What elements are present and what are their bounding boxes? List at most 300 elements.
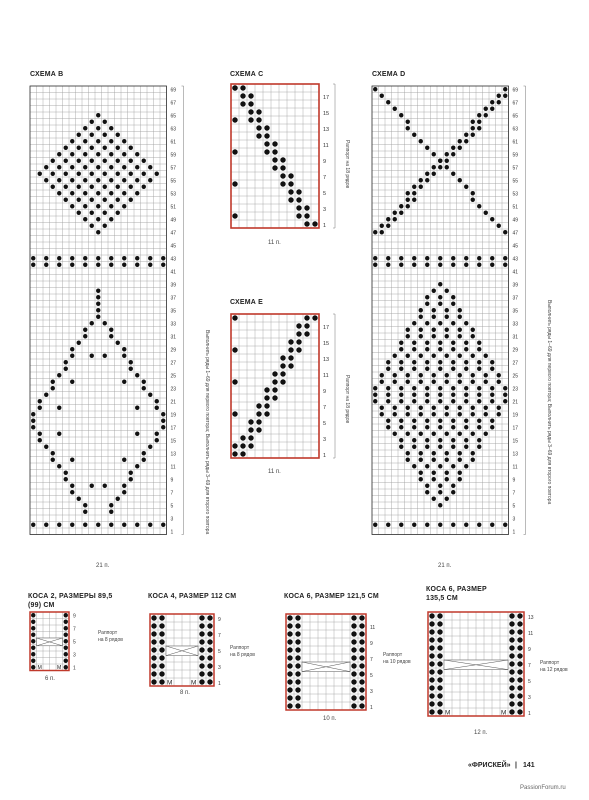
stitch-dot bbox=[445, 334, 449, 338]
stitch-dot bbox=[509, 653, 514, 658]
row-number: 25 bbox=[170, 373, 177, 380]
stitch-dot bbox=[437, 709, 442, 714]
stitch-dot bbox=[232, 443, 237, 448]
stitch-dot bbox=[44, 263, 48, 267]
stitch-dot bbox=[386, 217, 390, 221]
stitch-dot bbox=[399, 419, 403, 423]
stitch-dot bbox=[393, 432, 397, 436]
cable-2-width-label: 6 п. bbox=[45, 676, 55, 682]
cable-4-width-label: 8 п. bbox=[180, 690, 190, 696]
stitch-dot bbox=[437, 693, 442, 698]
stitch-dot bbox=[256, 133, 261, 138]
stitch-dot bbox=[464, 523, 468, 527]
stitch-dot bbox=[83, 510, 87, 514]
stitch-dot bbox=[399, 360, 403, 364]
stitch-dot bbox=[437, 629, 442, 634]
stitch-dot bbox=[64, 626, 68, 630]
stitch-dot bbox=[287, 703, 292, 708]
stitch-dot bbox=[287, 663, 292, 668]
stitch-dot bbox=[425, 386, 429, 390]
stitch-dot bbox=[451, 263, 455, 267]
stitch-dot bbox=[412, 399, 416, 403]
stitch-dot bbox=[503, 523, 507, 527]
stitch-dot bbox=[155, 406, 159, 410]
stitch-dot bbox=[148, 256, 152, 260]
stitch-dot bbox=[471, 126, 475, 130]
stitch-dot bbox=[57, 373, 61, 377]
stitch-dot bbox=[425, 295, 429, 299]
stitch-dot bbox=[70, 191, 74, 195]
stitch-dot bbox=[380, 94, 384, 98]
stitch-dot bbox=[116, 211, 120, 215]
stitch-dot bbox=[490, 256, 494, 260]
stitch-dot bbox=[51, 451, 55, 455]
stitch-dot bbox=[70, 165, 74, 169]
stitch-dot bbox=[304, 315, 309, 320]
stitch-dot bbox=[70, 484, 74, 488]
stitch-dot bbox=[64, 185, 68, 189]
stitch-dot bbox=[57, 432, 61, 436]
stitch-dot bbox=[96, 126, 100, 130]
stitch-dot bbox=[497, 406, 501, 410]
stitch-dot bbox=[295, 615, 300, 620]
stitch-dot bbox=[83, 178, 87, 182]
stitch-dot bbox=[458, 373, 462, 377]
stitch-dot bbox=[464, 386, 468, 390]
stitch-dot bbox=[425, 178, 429, 182]
stitch-dot bbox=[490, 386, 494, 390]
cable-4-repeat-note-2: на 8 рядов bbox=[230, 652, 255, 658]
stitch-dot bbox=[438, 503, 442, 507]
stitch-dot bbox=[199, 647, 204, 652]
stitch-dot bbox=[96, 263, 100, 267]
stitch-dot bbox=[142, 380, 146, 384]
stitch-dot bbox=[437, 677, 442, 682]
stitch-dot bbox=[159, 615, 164, 620]
stitch-dot bbox=[380, 373, 384, 377]
stitch-dot bbox=[373, 523, 377, 527]
stitch-dot bbox=[432, 471, 436, 475]
stitch-dot bbox=[438, 159, 442, 163]
stitch-dot bbox=[151, 671, 156, 676]
row-number: 59 bbox=[512, 152, 519, 159]
stitch-dot bbox=[517, 693, 522, 698]
row-number: 7 bbox=[370, 656, 373, 663]
stitch-dot bbox=[432, 308, 436, 312]
stitch-dot bbox=[96, 523, 100, 527]
stitch-dot bbox=[490, 107, 494, 111]
stitch-dot bbox=[287, 647, 292, 652]
stitch-dot bbox=[51, 380, 55, 384]
stitch-dot bbox=[151, 655, 156, 660]
stitch-dot bbox=[445, 373, 449, 377]
stitch-dot bbox=[490, 263, 494, 267]
stitch-dot bbox=[412, 445, 416, 449]
stitch-dot bbox=[155, 399, 159, 403]
stitch-dot bbox=[497, 224, 501, 228]
stitch-dot bbox=[295, 671, 300, 676]
stitch-dot bbox=[264, 125, 269, 130]
stitch-dot bbox=[406, 191, 410, 195]
stitch-dot bbox=[425, 341, 429, 345]
stitch-dot bbox=[77, 211, 81, 215]
stitch-dot bbox=[412, 133, 416, 137]
stitch-dot bbox=[151, 615, 156, 620]
stitch-dot bbox=[296, 205, 301, 210]
stitch-dot bbox=[464, 367, 468, 371]
stitch-dot bbox=[425, 146, 429, 150]
stitch-dot bbox=[129, 159, 133, 163]
stitch-dot bbox=[135, 191, 139, 195]
stitch-dot bbox=[31, 523, 35, 527]
stitch-dot bbox=[109, 178, 113, 182]
stitch-dot bbox=[438, 165, 442, 169]
stitch-dot bbox=[458, 412, 462, 416]
row-number: 3 bbox=[323, 206, 327, 213]
row-number: 31 bbox=[512, 334, 519, 341]
stitch-dot bbox=[90, 211, 94, 215]
row-number: 65 bbox=[512, 113, 519, 120]
stitch-dot bbox=[248, 419, 253, 424]
stitch-dot bbox=[77, 172, 81, 176]
stitch-dot bbox=[386, 256, 390, 260]
stitch-dot bbox=[159, 631, 164, 636]
stitch-dot bbox=[51, 458, 55, 462]
stitch-dot bbox=[44, 165, 48, 169]
stitch-dot bbox=[406, 204, 410, 208]
stitch-dot bbox=[419, 315, 423, 319]
stitch-dot bbox=[31, 659, 35, 663]
stitch-dot bbox=[477, 438, 481, 442]
stitch-dot bbox=[419, 328, 423, 332]
stitch-dot bbox=[116, 198, 120, 202]
stitch-dot bbox=[419, 373, 423, 377]
stitch-dot bbox=[471, 198, 475, 202]
stitch-dot bbox=[90, 321, 94, 325]
row-number: 5 bbox=[218, 648, 221, 655]
row-number: 45 bbox=[512, 243, 519, 250]
row-number: 47 bbox=[512, 230, 519, 237]
m1-stitch: M bbox=[191, 679, 197, 687]
stitch-dot bbox=[122, 165, 126, 169]
stitch-dot bbox=[373, 386, 377, 390]
stitch-dot bbox=[38, 406, 42, 410]
stitch-dot bbox=[503, 94, 507, 98]
stitch-dot bbox=[129, 146, 133, 150]
stitch-dot bbox=[490, 425, 494, 429]
row-number: 63 bbox=[170, 126, 177, 133]
stitch-dot bbox=[464, 399, 468, 403]
stitch-dot bbox=[96, 295, 100, 299]
stitch-dot bbox=[451, 464, 455, 468]
stitch-dot bbox=[51, 386, 55, 390]
stitch-dot bbox=[109, 263, 113, 267]
stitch-dot bbox=[464, 139, 468, 143]
row-number: 29 bbox=[170, 347, 177, 354]
scheme-e-width-label: 11 п. bbox=[268, 469, 281, 475]
stitch-dot bbox=[96, 178, 100, 182]
row-number: 17 bbox=[323, 94, 330, 101]
row-number: 9 bbox=[512, 477, 516, 484]
stitch-dot bbox=[419, 477, 423, 481]
stitch-dot bbox=[471, 120, 475, 124]
stitch-dot bbox=[429, 669, 434, 674]
row-number: 5 bbox=[370, 672, 373, 679]
stitch-dot bbox=[103, 133, 107, 137]
stitch-dot bbox=[280, 173, 285, 178]
stitch-dot bbox=[295, 639, 300, 644]
stitch-dot bbox=[90, 133, 94, 137]
stitch-dot bbox=[373, 230, 377, 234]
row-number: 51 bbox=[512, 204, 519, 211]
stitch-dot bbox=[280, 363, 285, 368]
stitch-dot bbox=[103, 211, 107, 215]
row-number: 9 bbox=[323, 388, 327, 395]
stitch-dot bbox=[432, 451, 436, 455]
stitch-dot bbox=[31, 633, 35, 637]
stitch-dot bbox=[509, 669, 514, 674]
stitch-dot bbox=[471, 354, 475, 358]
stitch-dot bbox=[373, 399, 377, 403]
cable-4-repeat-note: Раппорт bbox=[230, 645, 250, 651]
row-number: 17 bbox=[170, 425, 177, 432]
row-number: 65 bbox=[170, 113, 177, 120]
row-number: 61 bbox=[170, 139, 177, 146]
stitch-dot bbox=[451, 438, 455, 442]
stitch-dot bbox=[471, 380, 475, 384]
stitch-dot bbox=[77, 146, 81, 150]
stitch-dot bbox=[451, 393, 455, 397]
row-number: 41 bbox=[170, 269, 177, 276]
stitch-dot bbox=[38, 172, 42, 176]
stitch-dot bbox=[359, 631, 364, 636]
stitch-dot bbox=[64, 613, 68, 617]
stitch-dot bbox=[90, 172, 94, 176]
row-number: 11 bbox=[170, 464, 176, 471]
stitch-dot bbox=[287, 687, 292, 692]
stitch-dot bbox=[386, 425, 390, 429]
stitch-dot bbox=[351, 615, 356, 620]
stitch-dot bbox=[445, 354, 449, 358]
stitch-dot bbox=[31, 646, 35, 650]
stitch-dot bbox=[148, 523, 152, 527]
row-number: 63 bbox=[512, 126, 519, 133]
stitch-dot bbox=[248, 93, 253, 98]
stitch-dot bbox=[199, 671, 204, 676]
stitch-dot bbox=[116, 146, 120, 150]
scheme-e-repeat-note: Раппорт на 18 рядов bbox=[344, 375, 350, 424]
row-number: 3 bbox=[73, 652, 76, 659]
row-number: 35 bbox=[170, 308, 177, 315]
stitch-dot bbox=[109, 152, 113, 156]
cable-2-title: КОСА 2, РАЗМЕРЫ 89,5 bbox=[28, 593, 113, 600]
stitch-dot bbox=[51, 185, 55, 189]
stitch-dot bbox=[103, 321, 107, 325]
stitch-dot bbox=[432, 165, 436, 169]
row-number: 9 bbox=[528, 646, 531, 653]
stitch-dot bbox=[207, 663, 212, 668]
stitch-dot bbox=[109, 256, 113, 260]
stitch-dot bbox=[240, 85, 245, 90]
stitch-dot bbox=[451, 347, 455, 351]
row-number: 11 bbox=[323, 372, 329, 379]
stitch-dot bbox=[438, 425, 442, 429]
stitch-dot bbox=[77, 133, 81, 137]
stitch-dot bbox=[386, 523, 390, 527]
stitch-dot bbox=[148, 165, 152, 169]
stitch-dot bbox=[438, 523, 442, 527]
stitch-dot bbox=[232, 117, 237, 122]
stitch-dot bbox=[497, 412, 501, 416]
stitch-dot bbox=[412, 191, 416, 195]
row-number: 37 bbox=[512, 295, 519, 302]
stitch-dot bbox=[445, 458, 449, 462]
stitch-dot bbox=[90, 159, 94, 163]
stitch-dot bbox=[490, 367, 494, 371]
stitch-dot bbox=[458, 308, 462, 312]
stitch-dot bbox=[393, 406, 397, 410]
stitch-dot bbox=[122, 458, 126, 462]
stitch-dot bbox=[232, 149, 237, 154]
stitch-dot bbox=[296, 339, 301, 344]
stitch-dot bbox=[295, 623, 300, 628]
stitch-dot bbox=[464, 256, 468, 260]
stitch-dot bbox=[393, 412, 397, 416]
stitch-dot bbox=[429, 709, 434, 714]
stitch-dot bbox=[288, 363, 293, 368]
stitch-dot bbox=[109, 334, 113, 338]
stitch-dot bbox=[412, 341, 416, 345]
stitch-dot bbox=[272, 371, 277, 376]
stitch-dot bbox=[429, 613, 434, 618]
cable-2-chart bbox=[28, 610, 88, 672]
stitch-dot bbox=[256, 427, 261, 432]
row-number: 27 bbox=[170, 360, 177, 367]
stitch-dot bbox=[232, 411, 237, 416]
stitch-dot bbox=[207, 671, 212, 676]
stitch-dot bbox=[451, 399, 455, 403]
stitch-dot bbox=[129, 367, 133, 371]
stitch-dot bbox=[451, 386, 455, 390]
stitch-dot bbox=[425, 172, 429, 176]
stitch-dot bbox=[445, 328, 449, 332]
stitch-dot bbox=[393, 107, 397, 111]
row-number: 5 bbox=[73, 639, 76, 646]
row-number: 17 bbox=[323, 324, 330, 331]
stitch-dot bbox=[458, 315, 462, 319]
stitch-dot bbox=[51, 172, 55, 176]
stitch-dot bbox=[425, 347, 429, 351]
stitch-dot bbox=[484, 354, 488, 358]
stitch-dot bbox=[280, 379, 285, 384]
stitch-dot bbox=[386, 263, 390, 267]
stitch-dot bbox=[103, 159, 107, 163]
stitch-dot bbox=[432, 172, 436, 176]
scheme-c-title: СХЕМА C bbox=[230, 71, 264, 78]
stitch-dot bbox=[490, 100, 494, 104]
stitch-dot bbox=[96, 289, 100, 293]
stitch-dot bbox=[419, 380, 423, 384]
row-number: 55 bbox=[512, 178, 519, 185]
stitch-dot bbox=[77, 198, 81, 202]
stitch-dot bbox=[264, 387, 269, 392]
stitch-dot bbox=[83, 152, 87, 156]
stitch-dot bbox=[70, 458, 74, 462]
stitch-dot bbox=[445, 412, 449, 416]
stitch-dot bbox=[295, 663, 300, 668]
stitch-dot bbox=[451, 256, 455, 260]
stitch-dot bbox=[464, 464, 468, 468]
row-number: 23 bbox=[512, 386, 519, 393]
stitch-dot bbox=[406, 126, 410, 130]
stitch-dot bbox=[458, 477, 462, 481]
stitch-dot bbox=[490, 399, 494, 403]
stitch-dot bbox=[44, 445, 48, 449]
stitch-dot bbox=[351, 639, 356, 644]
cable-6-chart bbox=[284, 612, 376, 716]
cable-6b-chart bbox=[426, 610, 536, 730]
row-number: 9 bbox=[170, 477, 174, 484]
stitch-dot bbox=[38, 432, 42, 436]
stitch-dot bbox=[412, 360, 416, 364]
stitch-dot bbox=[148, 445, 152, 449]
row-number: 69 bbox=[170, 87, 177, 94]
stitch-dot bbox=[399, 445, 403, 449]
cable-4-title: КОСА 4, РАЗМЕР 112 СМ bbox=[148, 593, 237, 600]
stitch-dot bbox=[199, 639, 204, 644]
stitch-dot bbox=[399, 425, 403, 429]
stitch-dot bbox=[429, 685, 434, 690]
stitch-dot bbox=[464, 445, 468, 449]
stitch-dot bbox=[451, 367, 455, 371]
stitch-dot bbox=[280, 355, 285, 360]
stitch-dot bbox=[451, 146, 455, 150]
stitch-dot bbox=[90, 224, 94, 228]
stitch-dot bbox=[437, 701, 442, 706]
scheme-b-width-label: 21 п. bbox=[96, 563, 110, 569]
stitch-dot bbox=[109, 510, 113, 514]
stitch-dot bbox=[31, 263, 35, 267]
stitch-dot bbox=[264, 149, 269, 154]
row-number: 39 bbox=[170, 282, 177, 289]
row-number: 33 bbox=[170, 321, 177, 328]
stitch-dot bbox=[248, 117, 253, 122]
stitch-dot bbox=[509, 645, 514, 650]
stitch-dot bbox=[380, 412, 384, 416]
stitch-dot bbox=[399, 211, 403, 215]
stitch-dot bbox=[490, 419, 494, 423]
row-number: 13 bbox=[512, 451, 519, 458]
stitch-dot bbox=[393, 354, 397, 358]
stitch-dot bbox=[287, 615, 292, 620]
stitch-dot bbox=[490, 393, 494, 397]
stitch-dot bbox=[464, 393, 468, 397]
stitch-dot bbox=[351, 631, 356, 636]
stitch-dot bbox=[57, 523, 61, 527]
scheme-b-chart bbox=[28, 80, 213, 560]
stitch-dot bbox=[232, 347, 237, 352]
stitch-dot bbox=[256, 117, 261, 122]
stitch-dot bbox=[351, 623, 356, 628]
stitch-dot bbox=[399, 256, 403, 260]
stitch-dot bbox=[438, 393, 442, 397]
stitch-dot bbox=[437, 653, 442, 658]
stitch-dot bbox=[445, 152, 449, 156]
stitch-dot bbox=[386, 367, 390, 371]
stitch-dot bbox=[406, 198, 410, 202]
stitch-dot bbox=[151, 647, 156, 652]
stitch-dot bbox=[256, 125, 261, 130]
